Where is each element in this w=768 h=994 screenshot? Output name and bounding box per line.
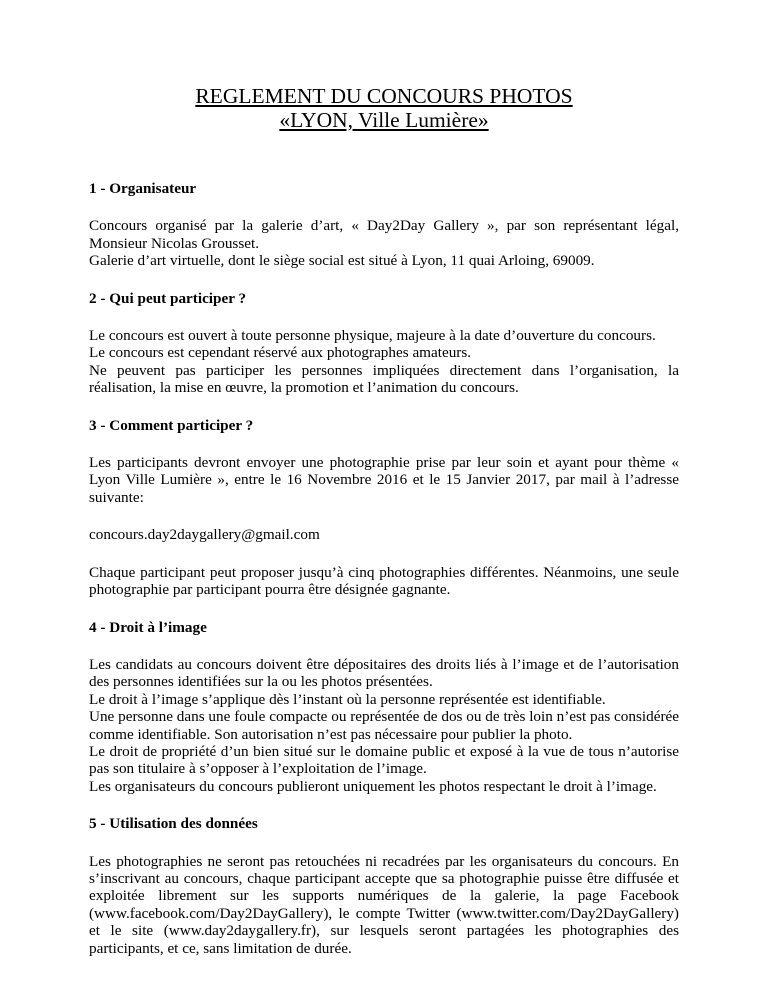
section-4-line-3: Une personne dans une foule compacte ou représentée de dos ou de très loin n’est pas considérée comme identifiable. Son autorisation n’est pas nécessaire pour publier la photo. bbox=[89, 708, 679, 743]
section-2-body bbox=[89, 327, 679, 397]
section-2-line-2: Le concours est cependant réservé aux photographes amateurs. bbox=[89, 344, 472, 362]
section-3-heading: 3 - Comment participer ? bbox=[89, 416, 254, 434]
section-4-line-1: Les candidats au concours doivent être dépositaires des droits liés à l’image et de l’autorisation des personnes identifiées sur la ou les photos présentées. bbox=[89, 655, 679, 691]
document-body bbox=[89, 84, 679, 977]
section-1-heading: 1 - Organisateur bbox=[89, 180, 197, 197]
section-4-body bbox=[89, 656, 679, 795]
section-4-line-4: Le droit de propriété d’un bien situé sur le domaine public et exposé à la vue de tous n’autorise pas son titulaire à s’opposer à l’exploitation de l’image. bbox=[89, 742, 679, 778]
section-1-line-2: Galerie d’art virtuelle, dont le siège social est situé à Lyon, 11 quai Arloing, 69009. bbox=[89, 252, 595, 270]
section-3-paragraph-1: Les participants devront envoyer une photographie prise par leur soin et ayant pour thème « Lyon Ville Lumière », entre le 16 Novembre 2016 et le 15 Janvier 2017, par mail à l’adresse suivante: bbox=[89, 454, 679, 506]
section-2-line-3: Ne peuvent pas participer les personnes impliquées directement dans l’organisation, la réalisation, la mise en œuvre, la promotion et l’animation du concours. bbox=[89, 361, 679, 397]
section-5-paragraph-1: Les photographies ne seront pas retouchées ni recadrées par les organisateurs du concours. En s’inscrivant au concours, chaque participant accepte que sa photographie puisse être diffusée et exploitée librement sur les supports numériques de la galerie, la page Facebook (www.facebook.com/Day2DayGallery), le compte Twitter (www.twitter.com/Day2DayGallery) et le site (www.day2daygallery.fr), sur lesquels seront partagées les photographies des participants, et ce, sans limitation de durée. bbox=[89, 852, 679, 957]
section-1-body bbox=[89, 217, 679, 269]
section-2-line-1: Le concours est ouvert à toute personne physique, majeure à la date d’ouverture du concours. bbox=[89, 327, 656, 345]
section-4-heading: 4 - Droit à l’image bbox=[89, 618, 207, 636]
title-line-1: REGLEMENT DU CONCOURS PHOTOS bbox=[195, 84, 573, 108]
section-4-line-5: Les organisateurs du concours publieront uniquement les photos respectant le droit à l’image. bbox=[89, 777, 657, 795]
section-5-heading: 5 - Utilisation des données bbox=[89, 815, 258, 833]
section-3-paragraph-2: Chaque participant peut proposer jusqu’à cinq photographies différentes. Néanmoins, une seule photographie par participant pourra être désignée gagnante. bbox=[89, 563, 679, 599]
section-4-line-2: Le droit à l’image s’applique dès l’instant où la personne représentée est identifiable. bbox=[89, 690, 606, 708]
section-1-line-1: Concours organisé par la galerie d’art, « Day2Day Gallery », par son représentant légal, Monsieur Nicolas Grousset. bbox=[89, 217, 679, 252]
document-title bbox=[89, 84, 679, 132]
contact-email: concours.day2daygallery@gmail.com bbox=[89, 526, 320, 544]
title-line-2: «LYON, Ville Lumière» bbox=[279, 108, 489, 132]
section-2-heading: 2 - Qui peut participer ? bbox=[89, 289, 247, 307]
